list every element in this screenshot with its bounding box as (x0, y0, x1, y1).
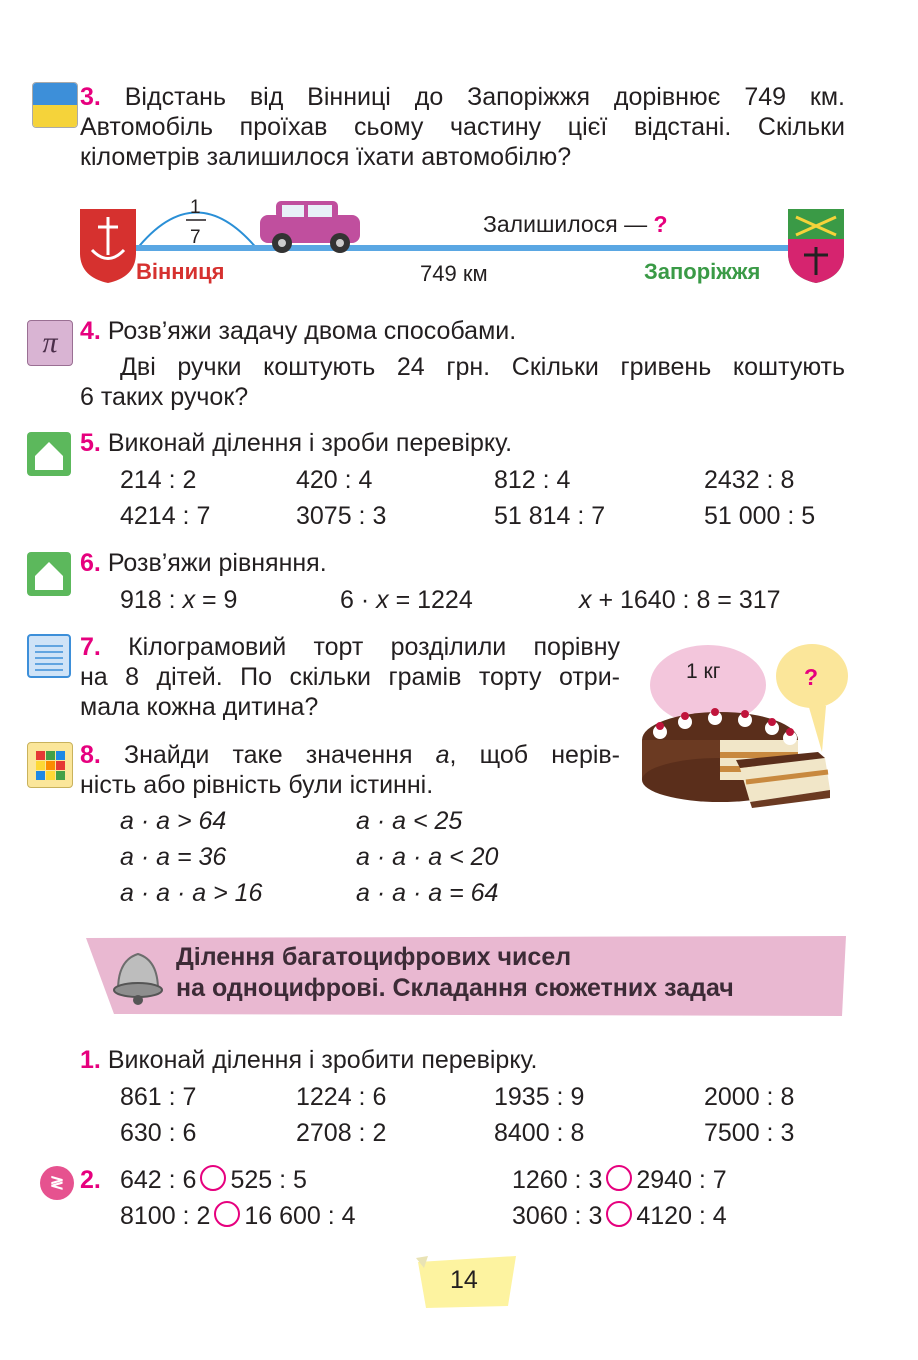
compare-pair: 3060 : 3 4120 : 4 (512, 1202, 727, 1230)
section-title-line2: на одноцифрові. Складання сюжетних задач (176, 974, 734, 1002)
notebook-icon (27, 634, 71, 678)
section-header (86, 936, 846, 1016)
equation-1: 918 : x = 9 (120, 586, 238, 614)
distance-label: 749 км (420, 261, 488, 286)
compare-circle[interactable] (606, 1165, 632, 1191)
compare-circle[interactable] (606, 1201, 632, 1227)
s2-number: 2. (80, 1166, 101, 1194)
inequality-item: a · a · a = 64 (356, 879, 499, 907)
distance-diagram (78, 195, 848, 290)
flag-icon (32, 82, 78, 128)
task7-line3: мала кожна дитина? (80, 693, 319, 721)
task6-title: 6. Розв’яжи рівняння. (80, 549, 327, 577)
fraction-numerator: 1 (190, 197, 201, 218)
task5-title: 5. Виконай ділення і зроби перевірку. (80, 429, 513, 457)
bubble-question: ? (804, 664, 819, 690)
task3-line1: 3. Відстань від Вінниці до Запоріжжя дорівнює 749 км. (80, 83, 845, 111)
task4-line2: Дві ручки коштують 24 грн. Скільки гривень коштують (120, 353, 845, 381)
equation-3: x + 1640 : 8 = 317 (579, 586, 781, 614)
cake-illustration (640, 640, 850, 815)
compare-icon: ≷ (40, 1166, 74, 1200)
s1-title: 1. Виконай ділення і зробити перевірку. (80, 1046, 538, 1074)
compare-pair: 642 : 6 525 : 5 (120, 1166, 307, 1194)
task7-line1: 7. Кілограмовий торт розділили порівну (80, 633, 620, 661)
page-number-badge (412, 1254, 522, 1310)
compare-circle[interactable] (200, 1165, 226, 1191)
inequality-item: a · a · a < 20 (356, 843, 499, 871)
rubiks-cube-icon (27, 742, 73, 788)
section-title-line1: Ділення багатоцифрових чисел (176, 943, 572, 971)
inequality-item: a · a > 64 (120, 807, 227, 835)
bell-icon (104, 942, 170, 1008)
task8-line1: 8. Знайди таке значення a, щоб нерів- (80, 741, 621, 769)
home-icon (27, 432, 71, 476)
fraction-denominator: 7 (190, 227, 201, 248)
city-vinnytsia: Вінниця (136, 259, 225, 284)
equation-2: 6 · x = 1224 (340, 586, 473, 614)
task4-line3: 6 таких ручок? (80, 383, 249, 411)
bubble-weight: 1 кг (686, 660, 721, 683)
inequality-item: a · a = 36 (120, 843, 227, 871)
page-number: 14 (450, 1266, 478, 1294)
inequality-item: a · a < 25 (356, 807, 463, 835)
compare-circle[interactable] (214, 1201, 240, 1227)
home-icon (27, 552, 71, 596)
task3-line3: кілометрів залишилося їхати автомобілю? (80, 143, 572, 171)
remaining-label: Залишилося — ? (483, 211, 668, 237)
task7-line2: на 8 дітей. По скільки грамів торту отри- (80, 663, 620, 691)
pi-icon: π (27, 320, 73, 366)
compare-pair: 1260 : 3 2940 : 7 (512, 1166, 727, 1194)
task3-line2: Автомобіль проїхав сьому частину цієї відстані. Скільки (80, 113, 845, 141)
inequality-item: a · a · a > 16 (120, 879, 263, 907)
city-zaporizhzhia: Запоріжжя (644, 259, 761, 284)
task4-line1: 4. Розв’яжи задачу двома способами. (80, 317, 517, 345)
compare-pair: 8100 : 2 16 600 : 4 (120, 1202, 356, 1230)
task8-line2: ність або рівність були істинні. (80, 771, 434, 799)
